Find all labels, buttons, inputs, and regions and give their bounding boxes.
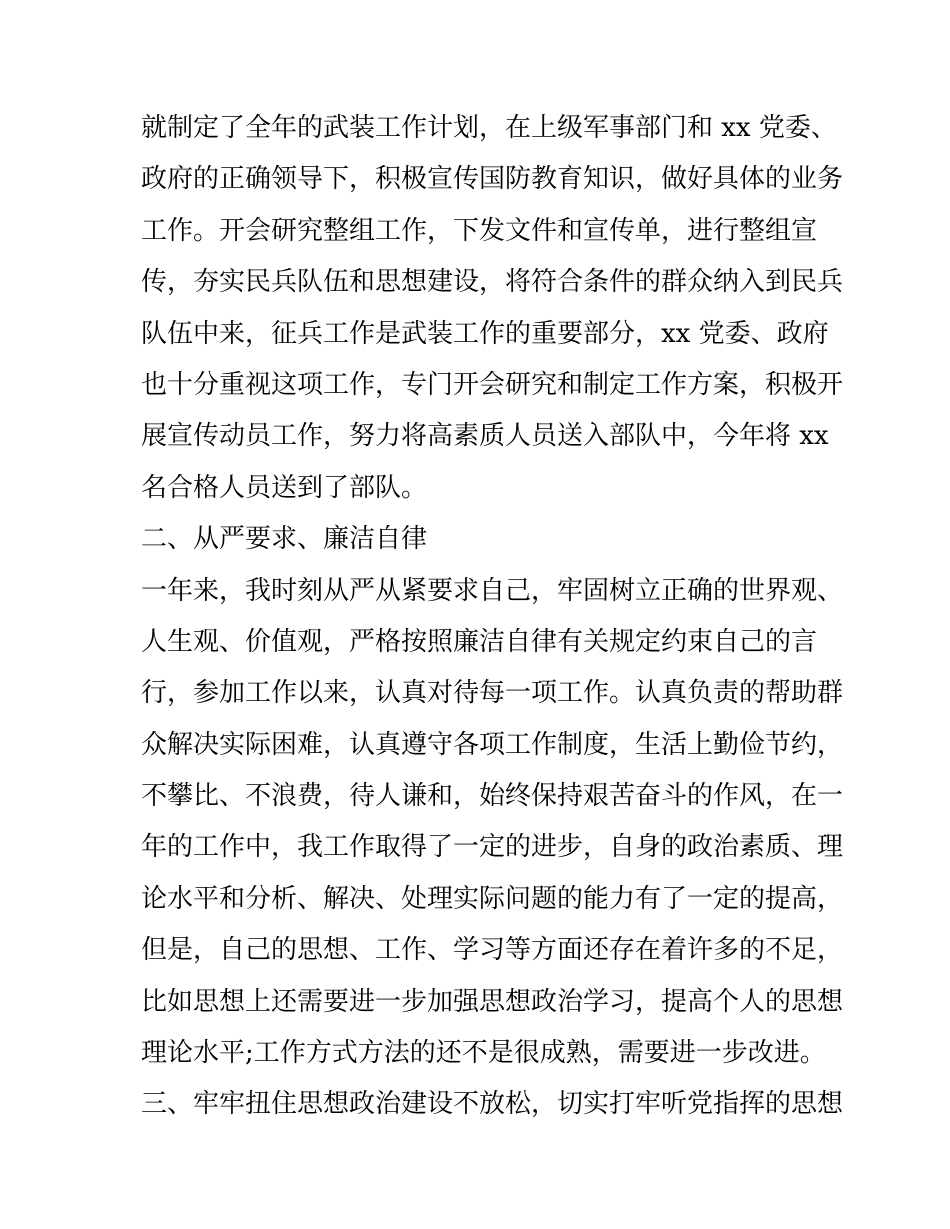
- text-line: 不攀比、不浪费，待人谦和，始终保持艰苦奋斗的作风，在一: [141, 781, 844, 812]
- text-line: 政府的正确领导下，积极宣传国防教育知识，做好具体的业务: [141, 164, 844, 195]
- text-line: 工作。开会研究整组工作，下发文件和宣传单，进行整组宣: [141, 215, 818, 246]
- text-line: 论水平和分析、解决、处理实际问题的能力有了一定的提高，: [141, 883, 844, 914]
- section-heading: 二、从严要求、廉洁自律: [141, 524, 428, 555]
- text-line: 队伍中来，征兵工作是武装工作的重要部分，xx 党委、政府: [141, 318, 829, 349]
- text-line: 一年来，我时刻从严从紧要求自己，牢固树立正确的世界观、: [141, 575, 844, 606]
- text-line: 年的工作中，我工作取得了一定的进步，自身的政治素质、理: [141, 832, 844, 863]
- text-line: 传，夯实民兵队伍和思想建设，将符合条件的群众纳入到民兵: [141, 267, 844, 298]
- text-line: 展宣传动员工作，努力将高素质人员送入部队中，今年将 xx: [141, 421, 829, 452]
- text-line: 比如思想上还需要进一步加强思想政治学习，提高个人的思想: [141, 986, 844, 1017]
- text-line: 行，参加工作以来，认真对待每一项工作。认真负责的帮助群: [141, 678, 844, 709]
- text-line: 但是，自己的思想、工作、学习等方面还存在着许多的不足，: [141, 935, 844, 966]
- text-line: 众解决实际困难，认真遵守各项工作制度，生活上勤俭节约，: [141, 729, 844, 760]
- text-line: 名合格人员送到了部队。: [141, 472, 428, 503]
- document-body: [141, 103, 844, 1131]
- text-line: 人生观、价值观，严格按照廉洁自律有关规定约束自己的言: [141, 626, 818, 657]
- section-heading: 三、牢牢扭住思想政治建设不放松，切实打牢听党指挥的思想: [141, 1089, 844, 1120]
- text-line: 就制定了全年的武装工作计划，在上级军事部门和 xx 党委、: [141, 113, 837, 143]
- text-line: 也十分重视这项工作，专门开会研究和制定工作方案，积极开: [141, 369, 844, 400]
- text-line: 理论水平;工作方式方法的还不是很成熟，需要进一步改进。: [141, 1038, 826, 1069]
